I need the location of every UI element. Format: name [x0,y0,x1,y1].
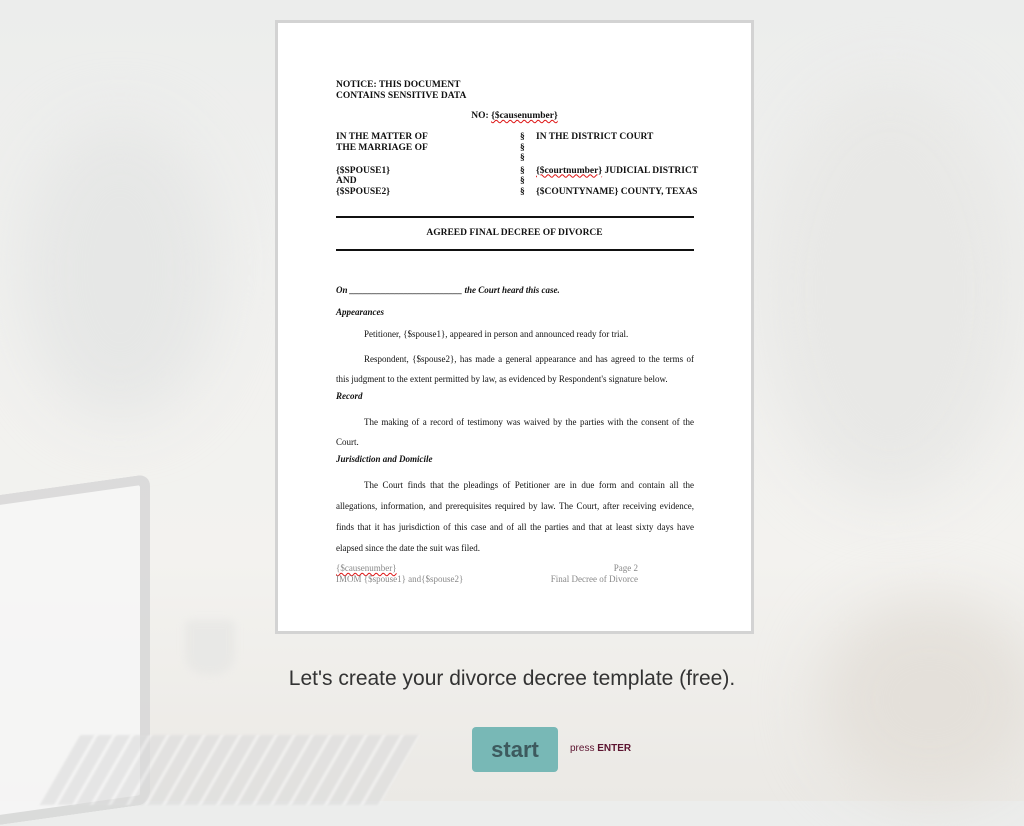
background-blur [820,600,1024,800]
tagline: Let's create your divorce decree template (free). [288,667,736,690]
jurisdiction-heading: Jurisdiction and Domicile [336,454,433,464]
divider-top [336,216,694,218]
hearing-date-line: On _________________________ the Court heard this case. [336,285,560,295]
background-blur [760,80,1020,500]
cause-number: NO: {$causenumber} [471,111,558,121]
appearances-paragraph-1: Petitioner, {$spouse1}, appeared in person and announced ready for trial. [364,329,629,339]
document-footer-right: Page 2 Final Decree of Divorce [550,563,638,584]
caption-section-marks: § § § § § § [520,132,525,197]
sensitive-notice: NOTICE: THIS DOCUMENT CONTAINS SENSITIVE DATA [336,80,467,101]
document-page [278,23,751,631]
record-paragraph: The making of a record of testimony was waived by the parties with the consent of the Court. [336,417,694,447]
caption-right: IN THE DISTRICT COURT {$courtnumber} JUDICIAL DISTRICT {$COUNTYNAME} COUNTY, TEXAS [536,132,699,197]
caption-left: IN THE MATTER OF THE MARRIAGE OF {$SPOUSE1} AND {$SPOUSE2} [336,132,428,197]
jurisdiction-paragraph: The Court finds that the pleadings of Petitioner are in due form and contain all the allegations, information, and prerequisites required by law. The Court, after receiving evidence, finds that it has jurisdiction of this case and of all the parties and that at least sixty days have elapsed since the date the suit was filed. [336,480,694,553]
keyboard-image [40,735,420,805]
appearances-paragraph-2: Respondent, {$spouse2}, has made a general appearance and has agreed to the terms of this judgment to the extent permitted by law, as evidenced by Respondent's signature below. [336,354,694,384]
start-button[interactable]: start [472,727,558,772]
document-preview [275,20,754,634]
decree-title: AGREED FINAL DECREE OF DIVORCE [426,228,603,238]
document-footer-left: {$causenumber} IMOM {$spouse1} and{$spouse2} [336,563,464,584]
appearances-heading: Appearances [336,307,384,317]
background-blur [20,120,220,420]
divider-bottom [336,249,694,251]
record-heading: Record [336,391,363,401]
keyboard-hint: press ENTER [570,743,632,754]
